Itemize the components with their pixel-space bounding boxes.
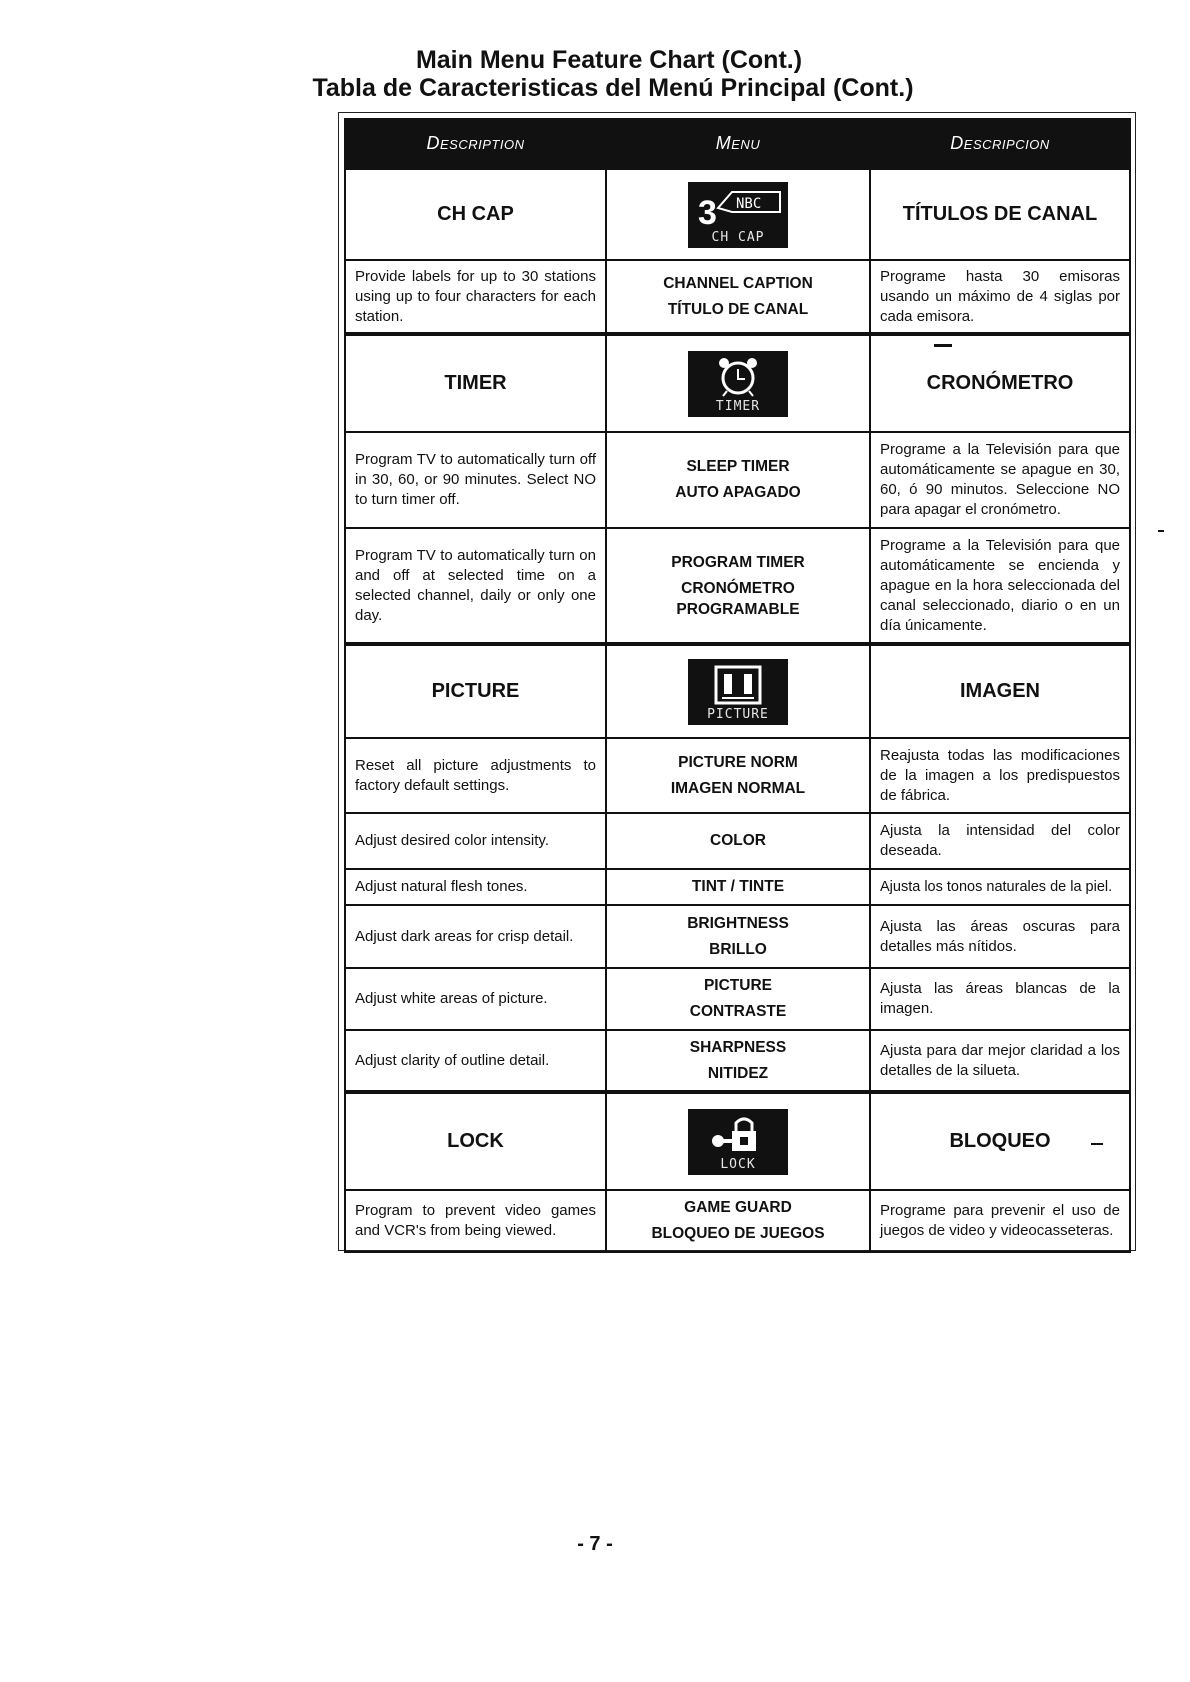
description-en: Program TV to automatically turn on and off at selected time on a selected channel, daily or only one day. xyxy=(345,528,606,644)
menu-label: PROGRAM TIMER xyxy=(671,553,805,571)
feature-name-es-imagen: IMAGEN xyxy=(870,644,1130,738)
feature-row-lock xyxy=(345,1092,1130,1190)
menu-label: PICTURE NORM xyxy=(678,753,798,771)
ch-cap-icon-number: 3 xyxy=(698,193,717,232)
table-row xyxy=(345,738,1130,813)
table-row xyxy=(345,968,1130,1030)
menu-item xyxy=(606,813,870,869)
header-descripcion: Descripcion xyxy=(870,119,1130,168)
menu-label-es: NITIDEZ xyxy=(707,1064,769,1082)
description-en: Provide labels for up to 30 stations using up to four characters for each station. xyxy=(345,260,606,334)
scan-mark xyxy=(1091,1143,1103,1145)
menu-item xyxy=(606,738,870,813)
page-number: - 7 - xyxy=(577,1533,613,1555)
table-row xyxy=(345,1030,1130,1092)
menu-label: PICTURE xyxy=(703,977,773,994)
description-es: Programe hasta 30 emisoras usando un máximo de 4 siglas por cada emisora. xyxy=(870,260,1130,334)
feature-name-es-cronometro: CRONÓMETRO xyxy=(870,334,1130,432)
menu-label-es: BRILLO xyxy=(709,940,767,958)
menu-item xyxy=(606,432,870,528)
description-en: Adjust dark areas for crisp detail. xyxy=(345,905,606,968)
feature-name-es-titulos-de-canal: TÍTULOS DE CANAL xyxy=(870,168,1130,260)
menu-item xyxy=(606,905,870,968)
description-en: Program TV to automatically turn off in 30, 60, or 90 minutes. Select NO to turn timer off. xyxy=(345,432,606,528)
description-es: Ajusta para dar mejor claridad a los detalles de la silueta. xyxy=(870,1030,1130,1092)
timer-icon-label: TIMER xyxy=(715,398,761,414)
feature-row-picture xyxy=(345,644,1130,738)
description-es: Reajusta todas las modificaciones de la imagen a los predispuestos de fábrica. xyxy=(870,738,1130,813)
ch-cap-icon xyxy=(688,182,788,248)
header-menu: Menu xyxy=(606,119,870,168)
feature-row-timer xyxy=(345,334,1130,432)
picture-icon xyxy=(688,659,788,725)
menu-item xyxy=(606,260,870,334)
alarm-clock-icon xyxy=(688,351,788,417)
menu-label: GAME GUARD xyxy=(684,1199,792,1216)
menu-label: COLOR xyxy=(710,832,766,849)
table-row xyxy=(345,905,1130,968)
menu-item xyxy=(606,1030,870,1092)
description-en: Reset all picture adjustments to factory default settings. xyxy=(345,738,606,813)
menu-label-es: BLOQUEO DE JUEGOS xyxy=(651,1225,825,1242)
menu-label: BRIGHTNESS xyxy=(687,914,789,932)
table-row xyxy=(345,432,1130,528)
description-es: Programe para prevenir el uso de juegos de video y videocasseteras. xyxy=(870,1190,1130,1252)
feature-name-picture: PICTURE xyxy=(345,644,606,738)
menu-label-es: AUTO APAGADO xyxy=(675,484,801,501)
page-title: Main Menu Feature Chart (Cont.) xyxy=(415,46,803,74)
description-en: Adjust natural flesh tones. xyxy=(345,869,606,905)
feature-name-es-bloqueo: BLOQUEO xyxy=(870,1092,1130,1190)
feature-row-ch-cap xyxy=(345,168,1130,260)
description-es: Programe a la Televisión para que automáticamente se encienda y apague en la hora seleccionada del canal seleccionado, diario o en un día únicamente. xyxy=(870,528,1130,644)
table-row xyxy=(345,528,1130,644)
description-es: Ajusta los tonos naturales de la piel. xyxy=(870,869,1130,905)
lock-icon-label: LOCK xyxy=(720,1156,756,1172)
description-es: Ajusta las áreas blancas de la imagen. xyxy=(870,968,1130,1030)
picture-icon-label: PICTURE xyxy=(707,706,769,722)
scan-mark xyxy=(934,344,952,347)
menu-item xyxy=(606,869,870,905)
header-description: Description xyxy=(345,119,606,168)
scan-mark xyxy=(1158,530,1164,532)
menu-label-es: CRONÓMETRO xyxy=(681,579,795,597)
feature-name-ch-cap: CH CAP xyxy=(345,168,606,260)
page-subtitle: Tabla de Caracteristicas del Menú Principal (Cont.) xyxy=(312,74,914,102)
description-es: Ajusta la intensidad del color deseada. xyxy=(870,813,1130,869)
menu-item xyxy=(606,528,870,644)
table-row xyxy=(345,869,1130,905)
table-row xyxy=(345,813,1130,869)
menu-label: SHARPNESS xyxy=(689,1038,787,1056)
menu-label-es: CONTRASTE xyxy=(689,1003,787,1020)
menu-item xyxy=(606,1190,870,1252)
padlock-key-icon xyxy=(688,1109,788,1175)
feature-name-timer: TIMER xyxy=(345,334,606,432)
menu-label-es: TÍTULO DE CANAL xyxy=(667,300,809,318)
table-row xyxy=(345,1190,1130,1252)
description-en: Program to prevent video games and VCR's from being viewed. xyxy=(345,1190,606,1252)
menu-label: TINT / TINTE xyxy=(691,878,785,895)
table-header-row xyxy=(345,119,1130,168)
ch-cap-icon-label: CH CAP xyxy=(711,229,765,245)
description-es: Programe a la Televisión para que automáticamente se apague en 30, 60, ó 90 minutos. Seleccione NO para apagar el cronómetro. xyxy=(870,432,1130,528)
ch-cap-icon-badge: NBC xyxy=(736,195,762,212)
table-row xyxy=(345,260,1130,334)
menu-label: SLEEP TIMER xyxy=(686,458,790,475)
description-en: Adjust desired color intensity. xyxy=(345,813,606,869)
menu-item xyxy=(606,968,870,1030)
menu-label: CHANNEL CAPTION xyxy=(663,274,813,292)
description-en: Adjust clarity of outline detail. xyxy=(345,1030,606,1092)
description-es: Ajusta las áreas oscuras para detalles más nítidos. xyxy=(870,905,1130,968)
feature-chart-table xyxy=(344,118,1131,1253)
feature-name-lock: LOCK xyxy=(345,1092,606,1190)
menu-label-es: IMAGEN NORMAL xyxy=(670,779,806,797)
description-en: Adjust white areas of picture. xyxy=(345,968,606,1030)
menu-label-es-2: PROGRAMABLE xyxy=(676,600,800,618)
